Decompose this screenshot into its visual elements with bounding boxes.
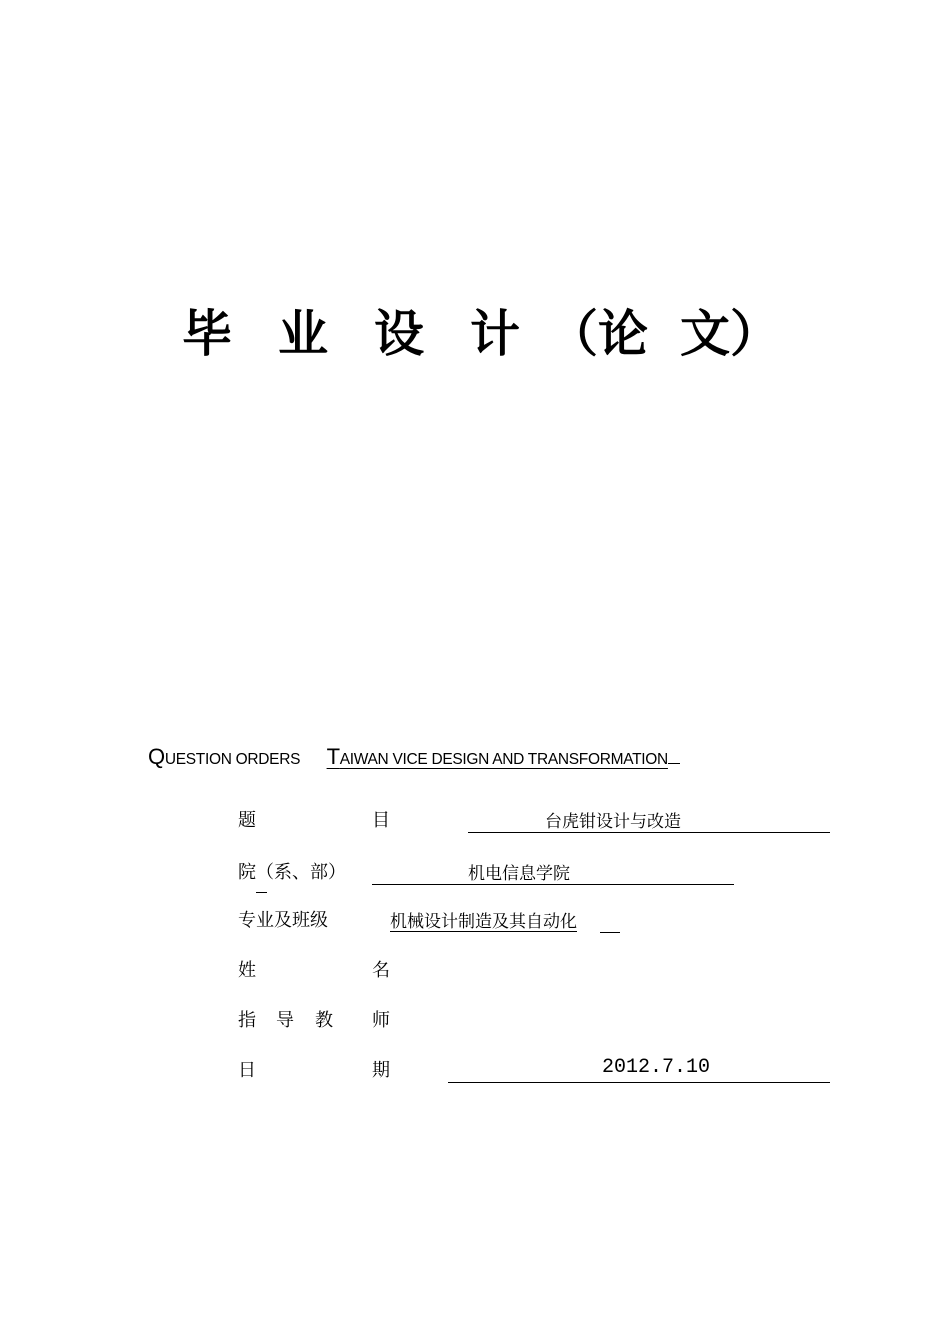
name-label-b: 名 [372,960,390,981]
title-char: 毕 [182,305,232,363]
name-label-a: 姓 [238,960,256,981]
advisor-label-3: 教 [315,1010,333,1031]
date-label-a: 日 [238,1060,256,1081]
field-row-date [0,1056,950,1086]
field-row-advisor [0,1006,950,1036]
college-label: 院（系、部） [238,862,346,883]
college-value: 机电信息学院 [468,864,570,884]
english-topic-line [148,744,680,770]
field-row-name [0,956,950,986]
field-row-major [0,906,950,936]
title-char: 文） [680,305,780,363]
english-topic-underline [668,744,680,764]
title-char: 业 [278,305,328,363]
topic-value: 台虎钳设计与改造 [545,812,681,832]
title-char: （论 [548,305,648,363]
date-value: 2012.7.10 [602,1056,711,1079]
english-topic [326,744,668,769]
english-topic-text: AIWAN VICE DESIGN AND TRANSFORMATION [339,751,668,768]
question-label: UESTION ORDERS [164,751,301,768]
major-value: 机械设计制造及其自动化 [390,912,577,932]
advisor-label-2: 导 [276,1010,294,1031]
date-label-b: 期 [372,1060,390,1081]
major-field-line [600,906,620,933]
advisor-label-4: 师 [372,1010,390,1031]
advisor-label-1: 指 [238,1010,256,1031]
topic-label-b: 目 [372,810,390,831]
major-label: 专业及班级 [238,910,328,931]
underline-fragment [256,892,267,893]
field-row-college [0,858,950,888]
title-char: 设 [374,305,424,363]
field-row-topic [0,806,950,836]
question-label-initial: Q [148,744,165,769]
topic-label-a: 题 [238,810,256,831]
english-topic-initial: T [326,744,340,769]
title-char: 计 [470,305,520,363]
